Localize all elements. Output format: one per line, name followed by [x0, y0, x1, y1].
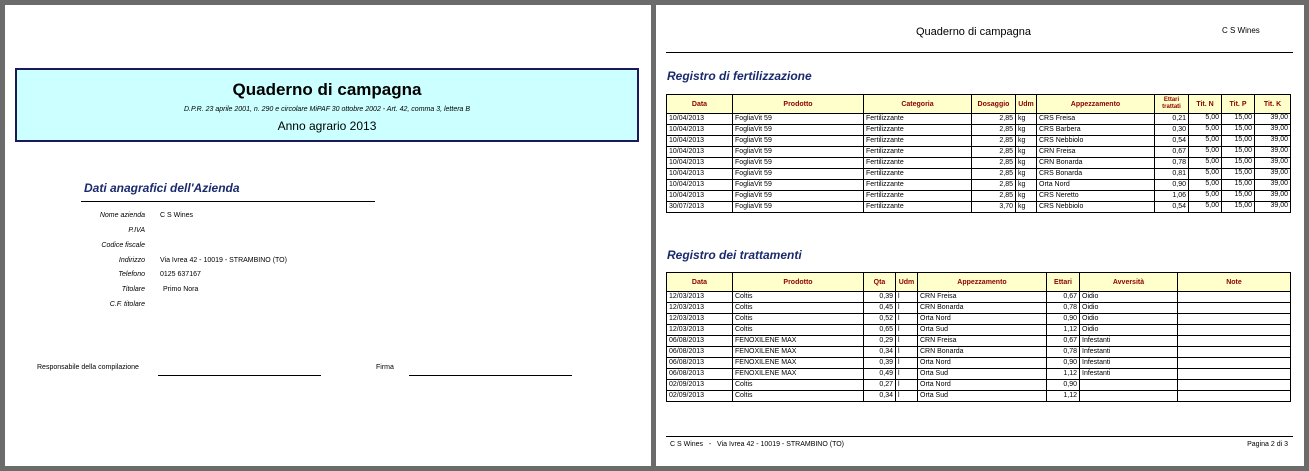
field-label: Nome azienda	[99, 212, 145, 219]
table-cell: l	[896, 325, 918, 336]
table-cell: Orta Nord	[918, 358, 1047, 369]
table-cell: CRS Barbera	[1037, 125, 1155, 136]
column-header: Data	[667, 95, 733, 114]
treatments-register-title: Registro dei trattamenti	[667, 248, 802, 262]
table-row	[667, 391, 1291, 402]
table-cell: Coltis	[733, 303, 864, 314]
table-row	[667, 180, 1291, 191]
table-cell: FogliaVit 59	[733, 169, 864, 180]
table-cell: 2,85	[972, 169, 1016, 180]
table-cell	[1178, 314, 1291, 325]
table-cell: 15,00	[1222, 191, 1255, 202]
table-cell: Oidio	[1080, 303, 1178, 314]
table-cell	[1178, 336, 1291, 347]
table-cell: Coltis	[733, 325, 864, 336]
table-cell: 39,00	[1255, 136, 1291, 147]
table-cell: Oidio	[1080, 292, 1178, 303]
table-row	[667, 292, 1291, 303]
table-cell: l	[896, 347, 918, 358]
table-cell: CRN Bonarda	[918, 347, 1047, 358]
table-cell: 0,90	[1155, 180, 1189, 191]
table-cell: kg	[1016, 158, 1037, 169]
table-cell: Coltis	[733, 292, 864, 303]
table-cell: Oidio	[1080, 314, 1178, 325]
table-cell: 10/04/2013	[667, 125, 733, 136]
table-cell: 0,90	[1047, 358, 1080, 369]
table-cell: Orta Nord	[918, 314, 1047, 325]
table-cell: 2,85	[972, 136, 1016, 147]
table-cell: 0,54	[1155, 202, 1189, 213]
table-cell: 0,54	[1155, 136, 1189, 147]
table-row	[667, 191, 1291, 202]
table-cell: 0,29	[864, 336, 896, 347]
table-cell: Fertilizzante	[864, 180, 972, 191]
table-row	[667, 325, 1291, 336]
footer-company-address: C S Wines - Via Ivrea 42 - 10019 - STRAMBINO (TO)	[670, 441, 845, 448]
table-cell: 39,00	[1255, 180, 1291, 191]
table-cell: Fertilizzante	[864, 136, 972, 147]
table-cell: 2,85	[972, 158, 1016, 169]
table-cell	[1178, 380, 1291, 391]
table-cell	[1080, 391, 1178, 402]
table-cell: l	[896, 314, 918, 325]
table-cell	[1178, 292, 1291, 303]
table-cell: 12/03/2013	[667, 325, 733, 336]
column-header: Tit. N	[1189, 95, 1222, 114]
table-cell: 06/08/2013	[667, 369, 733, 380]
table-cell	[1178, 347, 1291, 358]
table-cell: CRS Nebbiolo	[1037, 136, 1155, 147]
table-cell: Oidio	[1080, 325, 1178, 336]
table-cell: 0,81	[1155, 169, 1189, 180]
table-cell: FogliaVit 59	[733, 180, 864, 191]
table-cell: Orta Sud	[918, 369, 1047, 380]
table-cell: 10/04/2013	[667, 191, 733, 202]
table-row	[667, 136, 1291, 147]
table-cell: 3,70	[972, 202, 1016, 213]
fertilization-register-title: Registro di fertilizzazione	[667, 69, 812, 83]
table-cell: 0,67	[1155, 147, 1189, 158]
table-cell: 39,00	[1255, 158, 1291, 169]
table-cell: Fertilizzante	[864, 202, 972, 213]
footer-divider	[666, 436, 1293, 437]
table-cell: 0,90	[1047, 380, 1080, 391]
table-cell	[1080, 380, 1178, 391]
table-cell: CRN Bonarda	[918, 303, 1047, 314]
table-cell: 15,00	[1222, 114, 1255, 125]
table-cell: 0,30	[1155, 125, 1189, 136]
table-cell: FogliaVit 59	[733, 158, 864, 169]
table-row	[667, 314, 1291, 325]
signature-label: Responsabile della compilazione	[37, 364, 139, 371]
table-cell: FogliaVit 59	[733, 202, 864, 213]
document-year: Anno agrario 2013	[277, 119, 377, 133]
table-cell: CRS Bonarda	[1037, 169, 1155, 180]
table-cell: 5,00	[1189, 191, 1222, 202]
table-cell: 15,00	[1222, 169, 1255, 180]
firma-label: Firma	[376, 364, 394, 371]
table-cell: 15,00	[1222, 202, 1255, 213]
section-divider	[81, 201, 375, 202]
table-cell: 10/04/2013	[667, 136, 733, 147]
table-cell: 39,00	[1255, 125, 1291, 136]
table-cell: Infestanti	[1080, 358, 1178, 369]
table-row	[667, 114, 1291, 125]
table-cell: Fertilizzante	[864, 114, 972, 125]
table-row	[667, 202, 1291, 213]
table-cell: 0,21	[1155, 114, 1189, 125]
field-label: Codice fiscale	[101, 242, 145, 249]
column-header: Appezzamento	[1037, 95, 1155, 114]
table-cell: l	[896, 358, 918, 369]
table-cell: FogliaVit 59	[733, 114, 864, 125]
table-cell: Fertilizzante	[864, 125, 972, 136]
column-header: Prodotto	[733, 273, 864, 292]
table-cell: kg	[1016, 136, 1037, 147]
company-data-section-title: Dati anagrafici dell'Azienda	[84, 181, 240, 195]
column-header: Udm	[896, 273, 918, 292]
table-cell: 2,85	[972, 114, 1016, 125]
field-value: Via Ivrea 42 - 10019 - STRAMBINO (TO)	[160, 257, 287, 264]
table-cell: FogliaVit 59	[733, 125, 864, 136]
firma-line	[409, 375, 572, 376]
field-value: 0125 637167	[160, 271, 201, 278]
table-cell: 02/09/2013	[667, 391, 733, 402]
table-cell: kg	[1016, 191, 1037, 202]
table-cell: FENOXILENE MAX	[733, 369, 864, 380]
table-cell: 5,00	[1189, 136, 1222, 147]
table-cell: CRS Nebbiolo	[1037, 202, 1155, 213]
column-header: Qta	[864, 273, 896, 292]
table-cell: l	[896, 380, 918, 391]
column-header: Appezzamento	[918, 273, 1047, 292]
table-cell: 39,00	[1255, 114, 1291, 125]
table-cell: 12/03/2013	[667, 303, 733, 314]
table-row	[667, 158, 1291, 169]
table-cell: Orta Nord	[918, 380, 1047, 391]
table-cell: CRN Freisa	[1037, 147, 1155, 158]
field-label: P.IVA	[128, 227, 145, 234]
table-cell: 0,45	[864, 303, 896, 314]
table-cell: Coltis	[733, 314, 864, 325]
table-cell: 0,39	[864, 292, 896, 303]
table-cell: 2,85	[972, 180, 1016, 191]
table-cell: 06/08/2013	[667, 336, 733, 347]
header-title: Quaderno di campagna	[916, 26, 1031, 38]
table-cell: 5,00	[1189, 158, 1222, 169]
table-cell: 39,00	[1255, 202, 1291, 213]
table-cell: 15,00	[1222, 180, 1255, 191]
table-cell: FogliaVit 59	[733, 147, 864, 158]
table-cell: l	[896, 391, 918, 402]
table-cell: 0,52	[864, 314, 896, 325]
column-header: Data	[667, 273, 733, 292]
table-cell: Orta Sud	[918, 325, 1047, 336]
table-cell: 5,00	[1189, 169, 1222, 180]
table-cell: FENOXILENE MAX	[733, 347, 864, 358]
table-cell: 1,12	[1047, 325, 1080, 336]
table-cell: CRS Freisa	[1037, 114, 1155, 125]
table-cell: 0,39	[864, 358, 896, 369]
column-header: Ettari	[1047, 273, 1080, 292]
table-cell: Orta Nord	[1037, 180, 1155, 191]
header-company: C S Wines	[1222, 26, 1260, 35]
table-cell: Infestanti	[1080, 336, 1178, 347]
table-cell: 0,34	[864, 347, 896, 358]
table-cell: Fertilizzante	[864, 169, 972, 180]
table-cell: CRS Neretto	[1037, 191, 1155, 202]
table-cell: kg	[1016, 180, 1037, 191]
table-cell: 06/08/2013	[667, 358, 733, 369]
header-divider	[666, 52, 1293, 53]
document-subtitle: D.P.R. 23 aprile 2001, n. 290 e circolare MiPAF 30 ottobre 2002 - Art. 42, comma 3, lettera B	[183, 106, 471, 113]
title-box	[15, 68, 639, 142]
table-cell: l	[896, 336, 918, 347]
table-cell: Fertilizzante	[864, 147, 972, 158]
table-cell: kg	[1016, 169, 1037, 180]
table-cell: kg	[1016, 125, 1037, 136]
column-header: Tit. P	[1222, 95, 1255, 114]
table-cell: 5,00	[1189, 125, 1222, 136]
table-cell: 2,85	[972, 147, 1016, 158]
table-cell: 1,12	[1047, 391, 1080, 402]
table-cell: l	[896, 292, 918, 303]
table-cell: 0,90	[1047, 314, 1080, 325]
table-cell: 10/04/2013	[667, 180, 733, 191]
table-cell: kg	[1016, 114, 1037, 125]
table-cell: 5,00	[1189, 114, 1222, 125]
table-cell: Coltis	[733, 391, 864, 402]
table-cell: 10/04/2013	[667, 114, 733, 125]
table-cell: CRN Freisa	[918, 292, 1047, 303]
table-cell: Fertilizzante	[864, 158, 972, 169]
table-row	[667, 125, 1291, 136]
table-cell: 5,00	[1189, 147, 1222, 158]
table-cell: 0,67	[1047, 292, 1080, 303]
table-cell: 0,78	[1047, 303, 1080, 314]
column-header: Dosaggio	[972, 95, 1016, 114]
table-cell: 06/08/2013	[667, 347, 733, 358]
table-cell	[1178, 325, 1291, 336]
table-row	[667, 147, 1291, 158]
column-header: Avversità	[1080, 273, 1178, 292]
table-row	[667, 369, 1291, 380]
table-cell: 15,00	[1222, 136, 1255, 147]
table-cell: 12/03/2013	[667, 314, 733, 325]
table-cell: 12/03/2013	[667, 292, 733, 303]
field-label: Titolare	[121, 286, 145, 293]
table-cell: 39,00	[1255, 169, 1291, 180]
column-header: Udm	[1016, 95, 1037, 114]
table-cell: CRN Bonarda	[1037, 158, 1155, 169]
field-label: Indirizzo	[118, 257, 145, 264]
table-cell: 5,00	[1189, 202, 1222, 213]
table-cell: 30/07/2013	[667, 202, 733, 213]
table-cell: 0,78	[1155, 158, 1189, 169]
column-header: Note	[1178, 273, 1291, 292]
table-cell: kg	[1016, 202, 1037, 213]
table-row	[667, 303, 1291, 314]
right-page	[656, 5, 1304, 466]
left-page	[5, 5, 651, 466]
table-cell: 0,67	[1047, 336, 1080, 347]
table-cell: 39,00	[1255, 191, 1291, 202]
table-row	[667, 169, 1291, 180]
table-cell: l	[896, 303, 918, 314]
table-row	[667, 380, 1291, 391]
table-cell	[1178, 369, 1291, 380]
signature-line	[158, 375, 321, 376]
table-cell: 1,12	[1047, 369, 1080, 380]
table-cell: 2,85	[972, 125, 1016, 136]
table-cell: 0,49	[864, 369, 896, 380]
table-cell: FENOXILENE MAX	[733, 358, 864, 369]
table-cell: 2,85	[972, 191, 1016, 202]
table-cell: Orta Sud	[918, 391, 1047, 402]
table-cell: 5,00	[1189, 180, 1222, 191]
field-value: C S Wines	[160, 212, 194, 219]
table-cell: 0,34	[864, 391, 896, 402]
table-row	[667, 358, 1291, 369]
table-cell: 39,00	[1255, 147, 1291, 158]
column-header: Categoria	[864, 95, 972, 114]
table-cell: CRN Freisa	[918, 336, 1047, 347]
document-title: Quaderno di campagna	[232, 80, 422, 99]
table-cell: FogliaVit 59	[733, 136, 864, 147]
footer-page-number: Pagina 2 di 3	[1247, 441, 1288, 448]
treatments-table	[666, 272, 1291, 402]
table-cell: Infestanti	[1080, 347, 1178, 358]
table-cell: Fertilizzante	[864, 191, 972, 202]
table-cell	[1178, 358, 1291, 369]
table-cell: 0,65	[864, 325, 896, 336]
table-cell: l	[896, 369, 918, 380]
field-value: Primo Nora	[163, 286, 199, 293]
column-header: Ettari trattati	[1155, 95, 1189, 114]
table-cell: 15,00	[1222, 158, 1255, 169]
field-label: C.F. titolare	[109, 301, 145, 308]
table-cell	[1178, 303, 1291, 314]
table-cell	[1178, 391, 1291, 402]
table-cell: Infestanti	[1080, 369, 1178, 380]
column-header: Tit. K	[1255, 95, 1291, 114]
table-row	[667, 336, 1291, 347]
table-cell: FogliaVit 59	[733, 191, 864, 202]
table-row	[667, 347, 1291, 358]
table-cell: 02/09/2013	[667, 380, 733, 391]
table-cell: kg	[1016, 147, 1037, 158]
table-cell: Coltis	[733, 380, 864, 391]
table-cell: 1,06	[1155, 191, 1189, 202]
column-header: Prodotto	[733, 95, 864, 114]
field-label: Telefono	[118, 271, 145, 278]
fertilization-table	[666, 94, 1291, 213]
table-cell: 10/04/2013	[667, 169, 733, 180]
table-cell: 15,00	[1222, 125, 1255, 136]
table-cell: 0,78	[1047, 347, 1080, 358]
table-cell: 10/04/2013	[667, 158, 733, 169]
table-cell: 10/04/2013	[667, 147, 733, 158]
table-cell: FENOXILENE MAX	[733, 336, 864, 347]
table-cell: 15,00	[1222, 147, 1255, 158]
table-cell: 0,27	[864, 380, 896, 391]
